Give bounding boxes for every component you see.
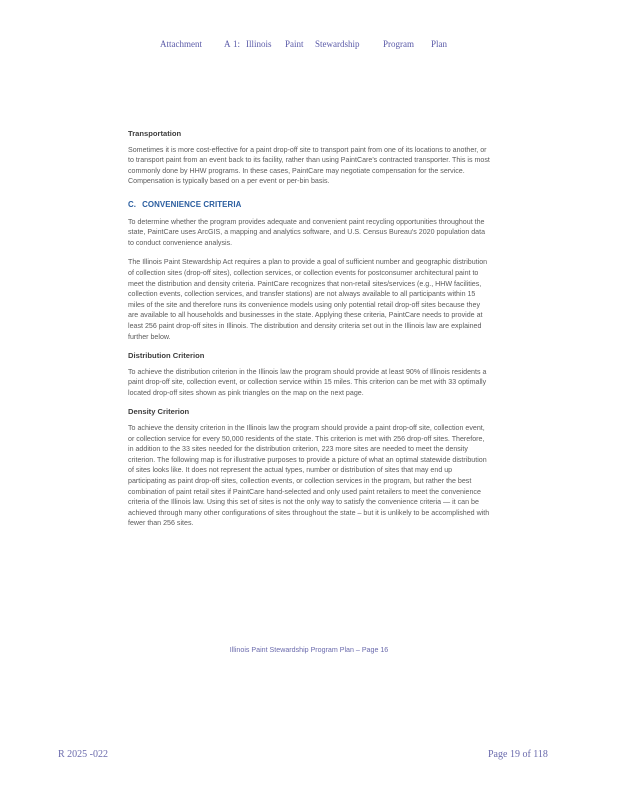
header-word: A: [224, 39, 231, 49]
header-word: Stewardship: [315, 39, 360, 49]
header-word: 1:: [233, 39, 241, 49]
document-number: R 2025 -022: [58, 749, 108, 760]
convenience-paragraph-2: The Illinois Paint Stewardship Act requires a plan to provide a goal of sufficient number and geographic distribution of collection sites (drop-off sites), collection services, or collection events for postconsumer architectural paint to meet the distribution and density criteria. PaintCare recognizes that non-retail sites/services (e.g., HHW facilities, collection events, collection services, and transfer stations) are not always available to all participants within 15 miles of the site and therefore runs its convenience models using only potential retail drop-off sites because they are available to all households and businesses in the state. Applying these criteria, PaintCare needs to provide at least 256 paint drop-off sites in Illinois. The distribution and density criteria set out in the Illinois law are explained further below.: [128, 258, 488, 341]
distribution-heading: Distribution Criterion: [128, 351, 205, 361]
header-word: Program: [383, 39, 414, 49]
convenience-paragraph-1: To determine whether the program provides adequate and convenient paint recycling opportunities throughout the state, PaintCare uses ArcGIS, a mapping and analytics software, and U.S. Census Bureau's 2020 population data to conduct convenience analysis.: [128, 217, 486, 247]
attachment-header: [0, 39, 618, 53]
plan-page-footer: Illinois Paint Stewardship Program Plan – Page 16: [229, 646, 389, 654]
transportation-paragraph: Sometimes it is more cost-effective for a paint drop-off site to transport paint from one of its locations to another, or to transport paint from an event back to its facility, rather than using PaintCare's contracted transporter. This is most commonly done by HHW programs. In these cases, PaintCare may negotiate compensation for the service. Compensation is typically based on a per event or per-bin basis.: [128, 145, 490, 186]
page-number: Page 19 of 118: [488, 749, 548, 760]
header-word: Paint: [285, 39, 304, 49]
section-heading-convenience: [128, 200, 490, 211]
header-word: Plan: [431, 39, 448, 49]
header-word: Attachment: [160, 39, 202, 49]
transportation-heading: Transportation: [128, 129, 182, 138]
document-body: [128, 129, 490, 538]
header-word: Illinois: [246, 39, 272, 49]
section-title: CONVENIENCE CRITERIA: [142, 199, 242, 209]
section-letter: C.: [128, 199, 137, 209]
density-heading: Density Criterion: [128, 407, 190, 417]
density-paragraph: To achieve the density criterion in the Illinois law the program should provide a paint drop-off site, collection event, or collection service for every 50,000 residents of the state. This criterion is met with 256 drop-off sites. Therefore, in addition to the 33 sites needed for the distribution criterion, 223 more sites are needed to meet the density criterion. The following map is for illustrative purposes to provide a picture of what an optimal statewide distribution of sites looks like. It does not represent the actual types, number or distribution of sites that may end up participating as paint drop-off sites, collection events, or collection services in the program, but rather the best combination of paint retail sites if PaintCare hand-selected and only used paint retailers to meet the convenience criteria of the Illinois law. Using this set of sites is not the only way to satisfy the convenience criteria — it can be achieved through many other configurations of sites throughout the state – but it is unlikely to be accomplished with fewer than 256 sites.: [128, 424, 490, 528]
distribution-paragraph: To achieve the distribution criterion in the Illinois law the program should provide at least 90% of Illinois residents a paint drop-off site, collection event, or collection service within 15 miles. This criterion can be met with 33 optimally located drop-off sites shown as pink triangles on the map on the next page.: [128, 367, 487, 397]
